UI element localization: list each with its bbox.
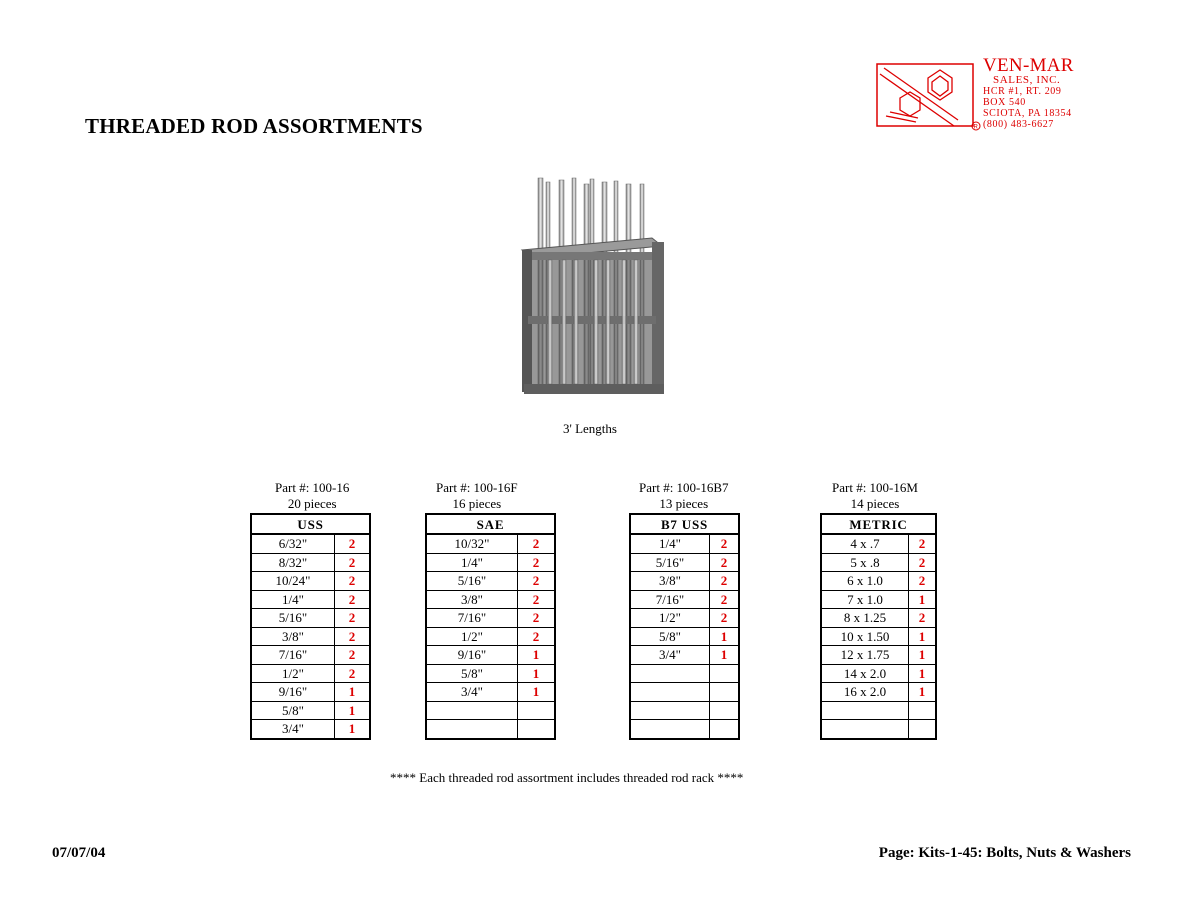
rod-size <box>821 701 909 720</box>
table-row <box>426 701 555 720</box>
rod-quantity: 2 <box>909 534 937 553</box>
part-number: Part #: 100-16B7 <box>639 480 729 495</box>
table-row <box>821 646 936 665</box>
table-row <box>630 683 739 702</box>
table-row <box>821 627 936 646</box>
rod-quantity: 2 <box>335 646 371 665</box>
rod-size: 5/16" <box>251 609 335 628</box>
rod-size: 3/8" <box>426 590 518 609</box>
rod-size <box>426 720 518 739</box>
rod-size <box>426 701 518 720</box>
rod-size <box>630 720 710 739</box>
rod-quantity: 1 <box>335 683 371 702</box>
rod-quantity: 2 <box>710 572 740 591</box>
table-row <box>426 553 555 572</box>
rack-included-note: **** Each threaded rod assortment includes threaded rod rack **** <box>390 770 744 785</box>
address-line: HCR #1, RT. 209 <box>983 86 1062 97</box>
rod-size <box>630 664 710 683</box>
table-row <box>821 683 936 702</box>
rod-quantity: 1 <box>518 683 556 702</box>
rod-quantity: 2 <box>710 590 740 609</box>
rod-size <box>630 683 710 702</box>
rod-quantity: 1 <box>909 627 937 646</box>
rod-quantity: 1 <box>909 664 937 683</box>
rod-quantity: 2 <box>518 627 556 646</box>
table-row <box>426 572 555 591</box>
table-row <box>251 720 370 739</box>
rod-quantity <box>710 664 740 683</box>
rod-size: 1/2" <box>426 627 518 646</box>
rod-quantity: 1 <box>518 664 556 683</box>
rod-size: 6 x 1.0 <box>821 572 909 591</box>
table-row <box>821 609 936 628</box>
rod-quantity <box>710 701 740 720</box>
kit-part-number <box>275 480 349 512</box>
table-row <box>821 701 936 720</box>
table-row <box>630 664 739 683</box>
table-row <box>630 609 739 628</box>
table-row <box>630 720 739 739</box>
rod-size: 1/4" <box>251 590 335 609</box>
rod-size: 1/4" <box>630 534 710 553</box>
rod-size: 7 x 1.0 <box>821 590 909 609</box>
kit-table-b7-uss <box>629 513 740 740</box>
part-number: Part #: 100-16 <box>275 480 350 495</box>
table-row <box>251 572 370 591</box>
rod-quantity: 2 <box>518 572 556 591</box>
rod-size: 8/32" <box>251 553 335 572</box>
rod-size: 7/16" <box>426 609 518 628</box>
footer-page-label: Page: Kits-1-45: Bolts, Nuts & Washers <box>878 845 1131 861</box>
table-row <box>630 553 739 572</box>
rod-quantity <box>518 701 556 720</box>
rod-quantity <box>909 701 937 720</box>
rod-size: 1/2" <box>630 609 710 628</box>
table-row <box>821 572 936 591</box>
table-row <box>426 646 555 665</box>
table-row <box>821 590 936 609</box>
footer-date: 07/07/04 <box>52 845 106 861</box>
table-header: B7 USS <box>630 514 739 534</box>
rod-size: 6/32" <box>251 534 335 553</box>
rod-size: 10/24" <box>251 572 335 591</box>
table-row <box>251 609 370 628</box>
rod-size: 3/4" <box>251 720 335 739</box>
rod-quantity: 1 <box>710 627 740 646</box>
table-row <box>821 664 936 683</box>
table-row <box>251 553 370 572</box>
table-row <box>821 720 936 739</box>
table-header: USS <box>251 514 370 534</box>
company-subtitle: SALES, INC. <box>993 74 1061 86</box>
rod-quantity: 2 <box>518 553 556 572</box>
table-row <box>630 572 739 591</box>
rod-quantity: 2 <box>335 609 371 628</box>
rod-quantity: 2 <box>335 627 371 646</box>
rod-quantity: 1 <box>518 646 556 665</box>
rod-size: 5/16" <box>426 572 518 591</box>
rod-quantity: 2 <box>335 572 371 591</box>
rod-size: 5/8" <box>251 701 335 720</box>
rod-quantity: 2 <box>710 534 740 553</box>
rod-size: 5 x .8 <box>821 553 909 572</box>
table-row <box>630 590 739 609</box>
table-row <box>251 590 370 609</box>
piece-count: 16 pieces <box>452 496 502 511</box>
rod-quantity: 2 <box>710 553 740 572</box>
part-number: Part #: 100-16F <box>436 480 518 495</box>
svg-text:R: R <box>973 124 978 131</box>
rod-size: 1/4" <box>426 553 518 572</box>
photo-caption: 3' Lengths <box>563 421 617 436</box>
rod-quantity: 2 <box>518 609 556 628</box>
rod-size: 10/32" <box>426 534 518 553</box>
table-row <box>630 701 739 720</box>
rod-quantity: 1 <box>909 683 937 702</box>
rod-quantity: 1 <box>335 701 371 720</box>
table-row <box>821 534 936 553</box>
rod-size: 16 x 2.0 <box>821 683 909 702</box>
table-row <box>426 627 555 646</box>
rod-size: 10 x 1.50 <box>821 627 909 646</box>
kit-table-uss <box>250 513 371 740</box>
rod-quantity: 2 <box>518 534 556 553</box>
rod-size: 3/4" <box>630 646 710 665</box>
phone-number: (800) 483-6627 <box>983 119 1054 130</box>
table-row <box>630 646 739 665</box>
kit-part-number <box>832 480 918 512</box>
kit-table-sae <box>425 513 556 740</box>
kit-table-metric <box>820 513 937 740</box>
rod-quantity: 2 <box>909 553 937 572</box>
company-name: VEN-MAR <box>983 55 1074 76</box>
rod-size: 5/8" <box>426 664 518 683</box>
rod-size: 3/8" <box>251 627 335 646</box>
kit-part-number <box>436 480 518 512</box>
kit-part-number <box>639 480 729 512</box>
rod-quantity: 2 <box>518 590 556 609</box>
rod-quantity: 2 <box>335 553 371 572</box>
rod-size: 4 x .7 <box>821 534 909 553</box>
table-row <box>426 609 555 628</box>
table-row <box>251 683 370 702</box>
rod-size: 3/4" <box>426 683 518 702</box>
address-line: SCIOTA, PA 18354 <box>983 108 1072 119</box>
rod-quantity: 1 <box>335 720 371 739</box>
rod-quantity: 1 <box>909 590 937 609</box>
rod-quantity: 2 <box>335 534 371 553</box>
table-header: SAE <box>426 514 555 534</box>
rod-quantity: 1 <box>909 646 937 665</box>
rod-size: 7/16" <box>251 646 335 665</box>
rod-quantity: 2 <box>909 609 937 628</box>
rod-size: 7/16" <box>630 590 710 609</box>
piece-count: 14 pieces <box>850 496 900 511</box>
rod-quantity: 1 <box>710 646 740 665</box>
table-row <box>426 683 555 702</box>
rod-size: 1/2" <box>251 664 335 683</box>
table-row <box>251 701 370 720</box>
table-row <box>821 553 936 572</box>
rod-quantity <box>710 720 740 739</box>
table-row <box>630 627 739 646</box>
rod-quantity: 2 <box>335 590 371 609</box>
table-row <box>251 646 370 665</box>
rod-size: 12 x 1.75 <box>821 646 909 665</box>
piece-count: 13 pieces <box>659 496 709 511</box>
rod-size: 8 x 1.25 <box>821 609 909 628</box>
table-row <box>426 534 555 553</box>
table-row <box>251 534 370 553</box>
rod-quantity <box>909 720 937 739</box>
table-row <box>426 720 555 739</box>
table-row <box>426 664 555 683</box>
rod-size <box>821 720 909 739</box>
rod-quantity: 2 <box>909 572 937 591</box>
table-row <box>426 590 555 609</box>
rod-size: 9/16" <box>251 683 335 702</box>
rod-quantity: 2 <box>335 664 371 683</box>
rod-quantity <box>518 720 556 739</box>
logo-text <box>983 56 1074 130</box>
rod-quantity <box>710 683 740 702</box>
rod-size: 5/16" <box>630 553 710 572</box>
rod-size <box>630 701 710 720</box>
table-row <box>630 534 739 553</box>
threaded-rod-rack-image <box>510 172 670 404</box>
rod-size: 5/8" <box>630 627 710 646</box>
table-row <box>251 627 370 646</box>
rod-size: 3/8" <box>630 572 710 591</box>
table-row <box>251 664 370 683</box>
rod-quantity: 2 <box>710 609 740 628</box>
page-title: THREADED ROD ASSORTMENTS <box>85 114 423 138</box>
address-line: BOX 540 <box>983 97 1026 108</box>
part-number: Part #: 100-16M <box>832 480 918 495</box>
rod-size: 14 x 2.0 <box>821 664 909 683</box>
piece-count: 20 pieces <box>287 496 337 511</box>
table-header: METRIC <box>821 514 936 534</box>
rod-size: 9/16" <box>426 646 518 665</box>
